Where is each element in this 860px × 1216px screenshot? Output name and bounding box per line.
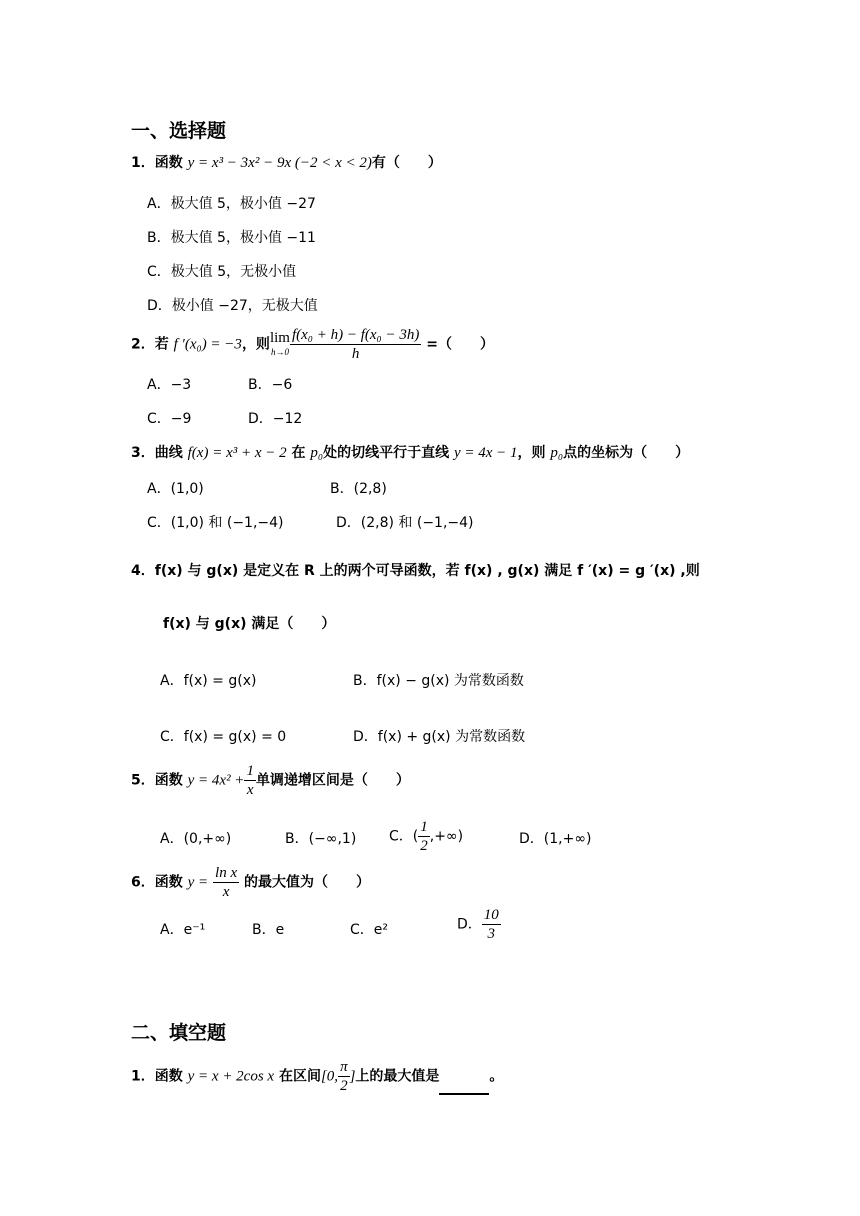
q5-option-a: A．(0,+∞) [160, 831, 232, 847]
option-label: D． [457, 916, 482, 933]
question-6 [131, 864, 370, 901]
q1-option-c: C．极大值 5，无极小值 [147, 264, 297, 280]
question-text: ，则 [241, 336, 270, 353]
fraction-numerator: 1 [246, 763, 254, 779]
question-tail: 点的坐标为（ ） [563, 445, 690, 461]
question-4-line-2: f(x) 与 g(x) 满足（ ） [163, 616, 336, 632]
q1-option-d: D．极小值 −27，无极大值 [147, 298, 318, 314]
interval-end: ,+∞) [429, 828, 464, 845]
question-tail: 的最大值为（ ） [243, 874, 370, 891]
question-text: 在区间 [278, 1068, 321, 1085]
q3-option-a: A．(1,0) [147, 481, 204, 497]
fraction [418, 818, 430, 855]
punctuation: 。 [489, 1068, 504, 1085]
question-text: ，则 [517, 445, 546, 461]
math-expression: y = 4x² + [187, 772, 245, 789]
fraction-denominator: 3 [487, 926, 496, 942]
question-number: 6． [131, 874, 155, 891]
fraction-denominator: 2 [340, 1078, 348, 1094]
question-text: 函数 [154, 155, 183, 171]
math-symbol: p₀ [550, 445, 564, 461]
q2-option-b: B．−6 [248, 377, 293, 393]
fraction [290, 326, 421, 363]
question-number: 1． [131, 1068, 155, 1085]
q3-option-d: D．(2,8) 和 (−1,−4) [336, 515, 474, 531]
q6-option-c: C．e² [350, 922, 389, 938]
question-number: 4． [131, 563, 155, 579]
fraction-denominator: x [246, 782, 254, 798]
q2-option-c: C．−9 [147, 411, 192, 427]
question-text: 若 [154, 336, 169, 353]
question-tail: 单调递增区间是（ ） [255, 772, 410, 789]
fraction [213, 864, 239, 901]
answer-blank[interactable] [439, 1079, 489, 1095]
question-number: 5． [131, 772, 155, 789]
math-symbol: p₀ [310, 445, 324, 461]
question-4 [131, 560, 700, 580]
fraction-numerator: π [340, 1059, 348, 1075]
fraction-numerator: ln x [215, 865, 238, 881]
fill-question-1 [131, 1058, 503, 1095]
question-text: 曲线 [154, 445, 183, 461]
q2-option-d: D．−12 [248, 411, 303, 427]
math-expression: f ′(x₀) = −3 [173, 336, 242, 353]
fraction-numerator: f(x₀ + h) − f(x₀ − 3h) [291, 327, 420, 343]
question-text: 函数 [154, 874, 183, 891]
q3-option-b: B．(2,8) [330, 481, 387, 497]
question-3 [131, 442, 689, 462]
q4-option-c: C．f(x) = g(x) = 0 [160, 729, 287, 745]
question-number: 3． [131, 445, 155, 461]
question-number: 2． [131, 336, 155, 353]
question-text: 上的最大值是 [355, 1068, 440, 1085]
question-text: 函数 [154, 772, 183, 789]
q3-option-c: C．(1,0) 和 (−1,−4) [147, 515, 284, 531]
q6-option-a: A．e⁻¹ [160, 922, 206, 938]
q5-option-c [389, 818, 463, 855]
q6-option-b: B．e [252, 922, 285, 938]
q5-option-d: D．(1,+∞) [519, 831, 592, 847]
question-2 [131, 326, 494, 363]
question-5 [131, 762, 410, 799]
interval-start: [0, [320, 1068, 339, 1085]
question-text: 处的切线平行于直线 [323, 445, 450, 461]
paren: ( [412, 828, 419, 845]
question-text: f(x) 与 g(x) 是定义在 R 上的两个可导函数，若 f(x) , g(x) 满足 f ′(x) = g ′(x) ,则 [154, 563, 700, 579]
question-number: 1． [131, 155, 155, 171]
q4-option-a: A．f(x) = g(x) [160, 673, 257, 689]
question-text: 函数 [154, 1068, 183, 1085]
q1-option-b: B．极大值 5，极小值 −11 [147, 230, 316, 246]
section-title-fill: 二、填空题 [131, 1022, 227, 1044]
section-title-choice: 一、选择题 [131, 120, 227, 142]
question-tail: =（ ） [426, 336, 494, 353]
fraction-denominator: h [351, 346, 360, 362]
math-expression: f(x) = x³ + x − 2 [187, 445, 287, 461]
q6-option-d [457, 906, 501, 943]
question-tail: 有（ ） [371, 155, 442, 171]
limit-word: lim [269, 329, 290, 346]
fraction-denominator: x [222, 884, 230, 900]
math-expression: y = 4x − 1 [453, 445, 518, 461]
math-expression: y = x + 2cos x [187, 1068, 275, 1085]
fraction-numerator: 1 [420, 819, 428, 835]
option-label: C． [389, 828, 413, 845]
q4-option-d: D．f(x) + g(x) 为常数函数 [353, 729, 526, 745]
q1-option-a: A．极大值 5，极小值 −27 [147, 196, 316, 212]
math-expression: y = [187, 874, 209, 891]
interval-end: ] [349, 1068, 356, 1085]
limit-operator [270, 331, 290, 359]
math-expression: y = x³ − 3x² − 9x (−2 < x < 2) [187, 155, 372, 171]
fraction-denominator: 2 [420, 838, 428, 854]
fraction [244, 762, 256, 799]
q5-option-b: B．(−∞,1) [285, 831, 357, 847]
q4-option-b: B．f(x) − g(x) 为常数函数 [353, 673, 524, 689]
question-text: 在 [291, 445, 306, 461]
question-1 [131, 152, 442, 172]
q2-option-a: A．−3 [147, 377, 192, 393]
limit-subscript: h→0 [270, 346, 289, 357]
fraction [338, 1058, 350, 1095]
fraction-numerator: 10 [483, 907, 499, 923]
fraction [482, 906, 501, 943]
